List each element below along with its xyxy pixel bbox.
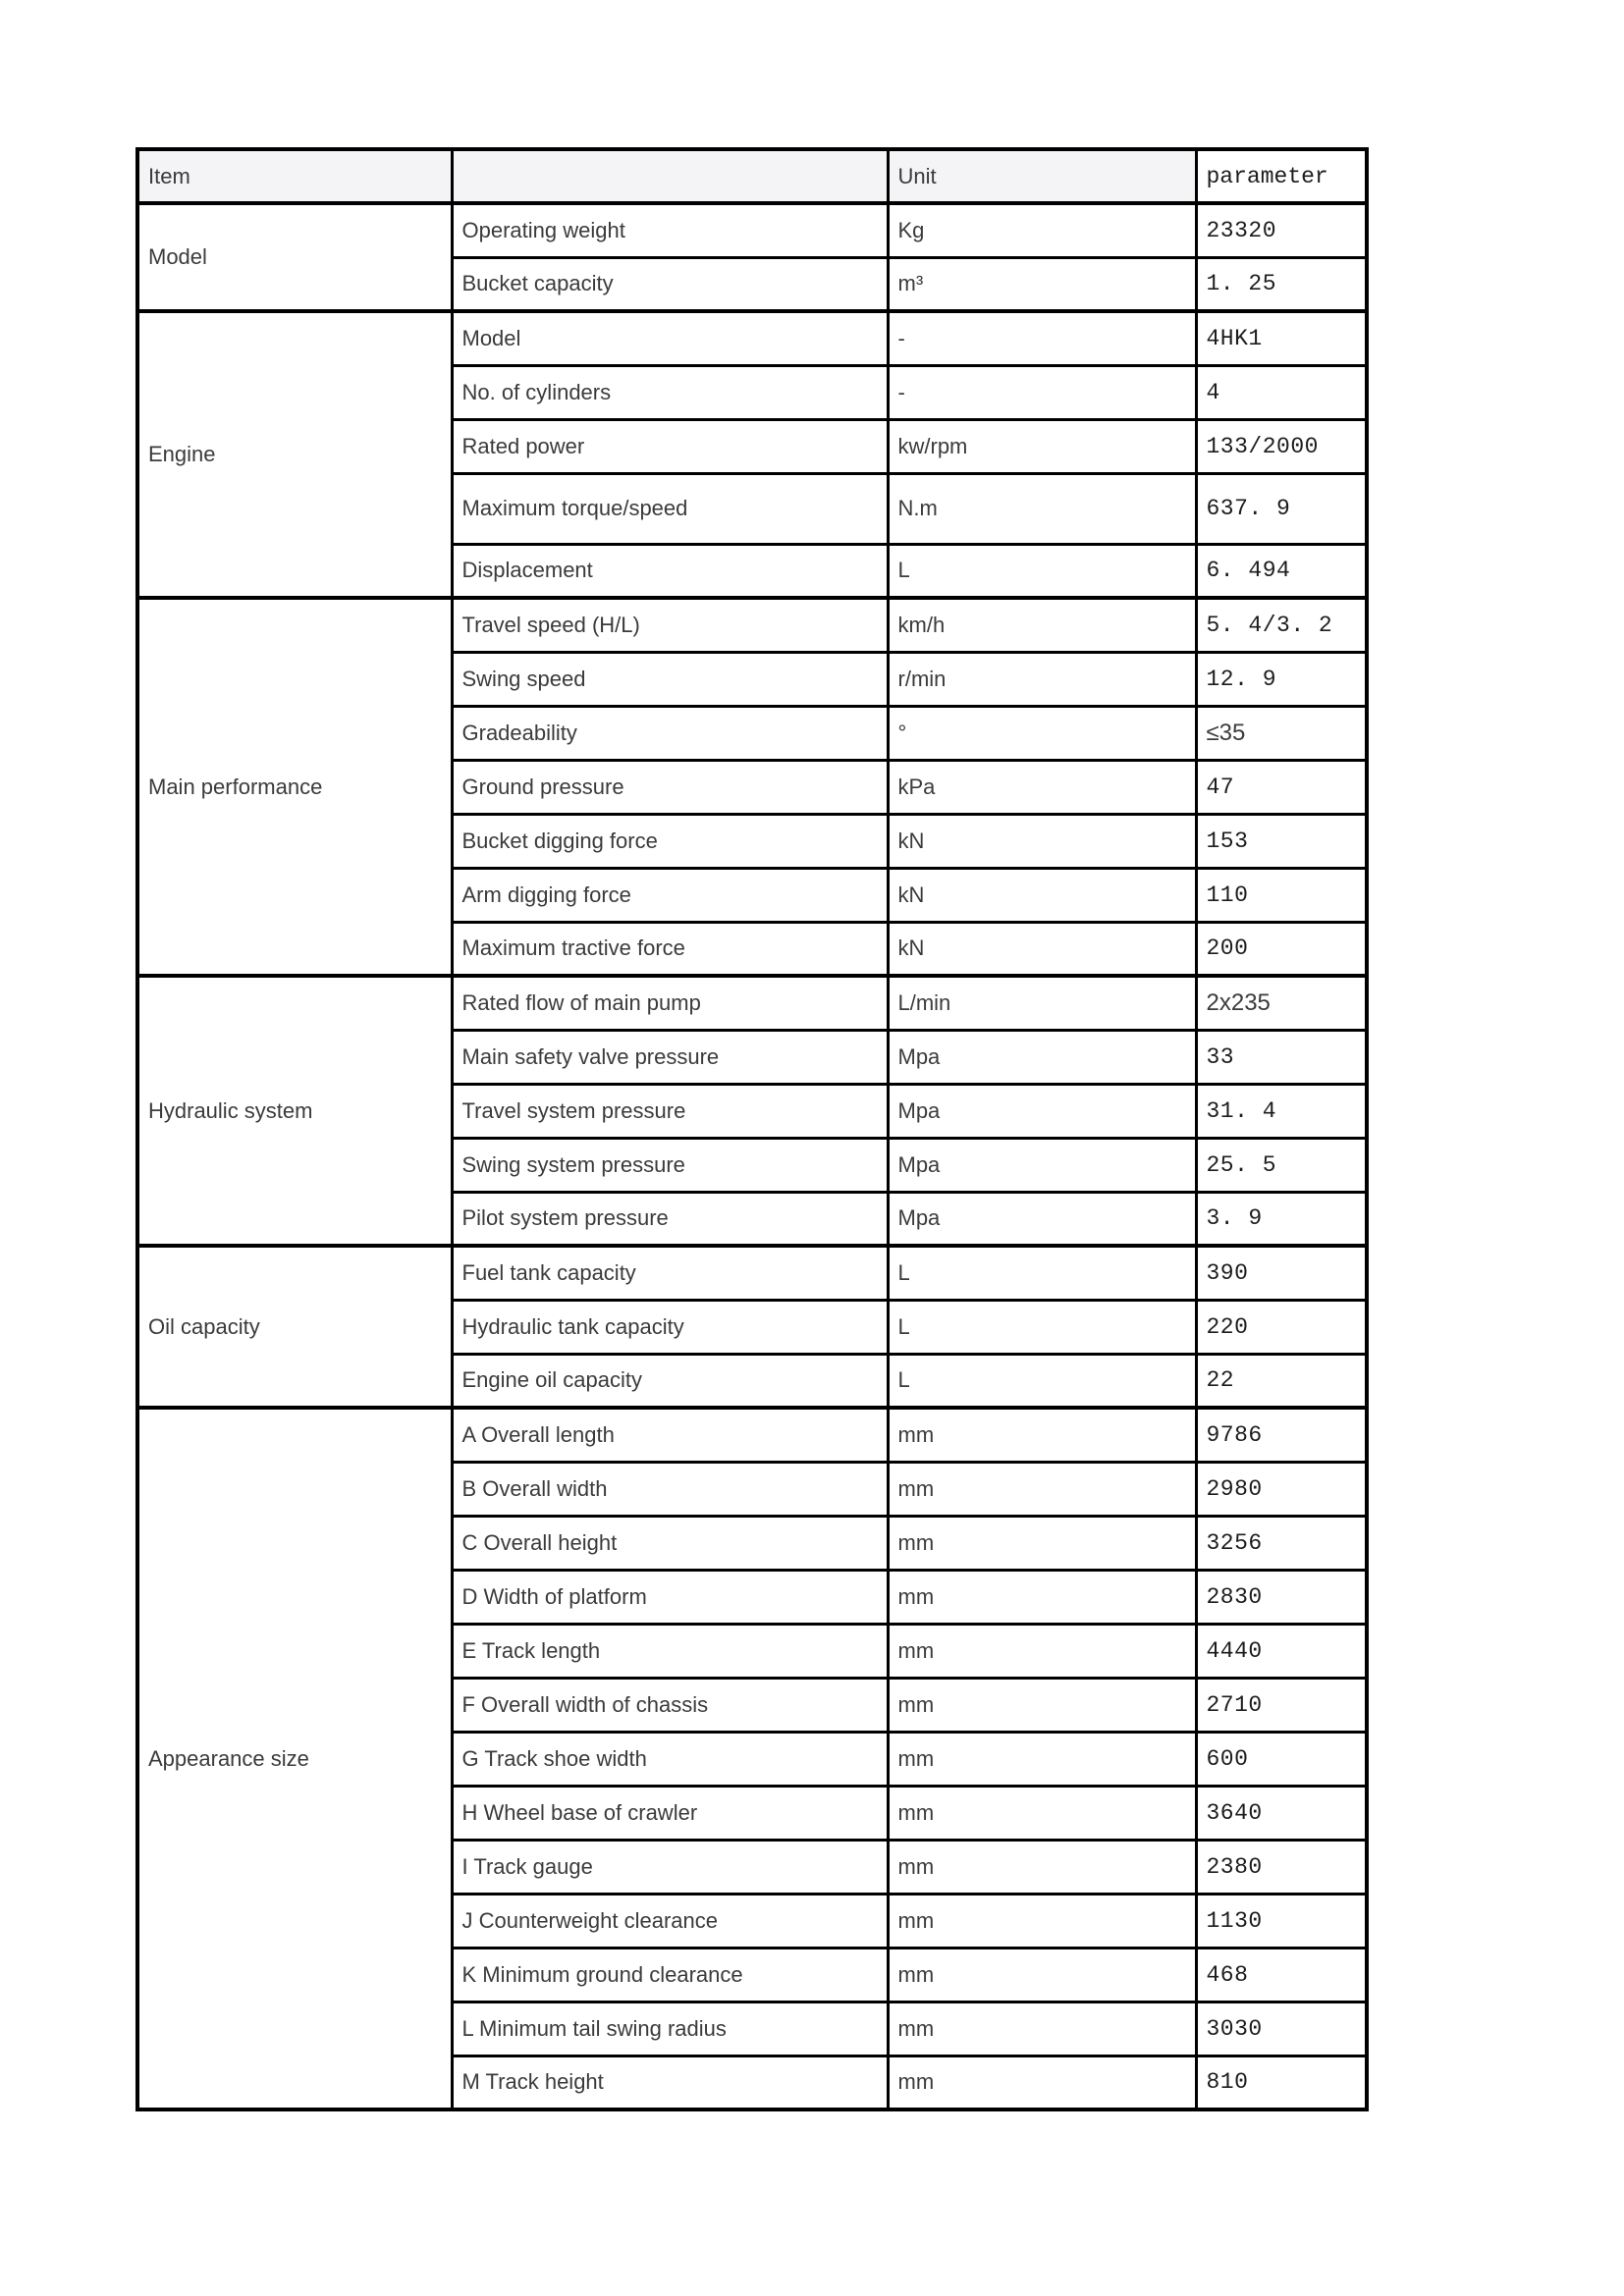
spec-unit: mm (888, 1732, 1196, 1786)
spec-value: 3030 (1196, 2002, 1367, 2056)
spec-value: 637. 9 (1196, 473, 1367, 544)
spec-value: 3256 (1196, 1516, 1367, 1570)
spec-unit: mm (888, 1678, 1196, 1732)
spec-unit: ° (888, 706, 1196, 760)
spec-value: 4440 (1196, 1624, 1367, 1678)
spec-unit: Mpa (888, 1030, 1196, 1084)
spec-value: 47 (1196, 760, 1367, 814)
spec-label: Ground pressure (452, 760, 888, 814)
spec-unit: mm (888, 2056, 1196, 2109)
category-cell: Model (137, 203, 452, 311)
spec-label: D Width of platform (452, 1570, 888, 1624)
spec-label: Displacement (452, 544, 888, 598)
spec-value: 2980 (1196, 1462, 1367, 1516)
spec-label: Bucket capacity (452, 257, 888, 311)
spec-unit: mm (888, 2002, 1196, 2056)
spec-unit: mm (888, 1786, 1196, 1840)
spec-value: 31. 4 (1196, 1084, 1367, 1138)
spec-unit: Kg (888, 203, 1196, 257)
spec-label: Main safety valve pressure (452, 1030, 888, 1084)
spec-value: 220 (1196, 1300, 1367, 1354)
spec-unit: N.m (888, 473, 1196, 544)
spec-unit: mm (888, 1624, 1196, 1678)
spec-label: B Overall width (452, 1462, 888, 1516)
header-unit: Unit (888, 149, 1196, 203)
spec-value: 468 (1196, 1948, 1367, 2002)
spec-value: 390 (1196, 1246, 1367, 1300)
spec-label: M Track height (452, 2056, 888, 2109)
spec-value: 9786 (1196, 1408, 1367, 1462)
spec-label: Bucket digging force (452, 814, 888, 868)
spec-value: 6. 494 (1196, 544, 1367, 598)
spec-unit: kN (888, 868, 1196, 922)
spec-unit: Mpa (888, 1192, 1196, 1246)
spec-value: ≤35 (1196, 706, 1367, 760)
spec-unit: r/min (888, 652, 1196, 706)
spec-label: No. of cylinders (452, 365, 888, 419)
spec-value: 5. 4/3. 2 (1196, 598, 1367, 652)
spec-value: 1130 (1196, 1894, 1367, 1948)
spec-value: 600 (1196, 1732, 1367, 1786)
spec-sheet (135, 147, 1369, 2111)
spec-value: 200 (1196, 922, 1367, 976)
header-empty (452, 149, 888, 203)
spec-unit: mm (888, 1894, 1196, 1948)
spec-unit: kw/rpm (888, 419, 1196, 473)
spec-label: Operating weight (452, 203, 888, 257)
spec-label: C Overall height (452, 1516, 888, 1570)
spec-unit: Mpa (888, 1084, 1196, 1138)
spec-label: Fuel tank capacity (452, 1246, 888, 1300)
spec-label: Rated flow of main pump (452, 976, 888, 1030)
spec-value: 4HK1 (1196, 311, 1367, 365)
spec-unit: Mpa (888, 1138, 1196, 1192)
table-row (137, 1408, 1367, 1462)
spec-unit: - (888, 311, 1196, 365)
spec-unit: km/h (888, 598, 1196, 652)
spec-label: Maximum tractive force (452, 922, 888, 976)
spec-value: 2710 (1196, 1678, 1367, 1732)
spec-value: 2x235 (1196, 976, 1367, 1030)
spec-unit: - (888, 365, 1196, 419)
spec-label: Swing speed (452, 652, 888, 706)
spec-unit: kN (888, 922, 1196, 976)
table-row (137, 1246, 1367, 1300)
category-cell: Hydraulic system (137, 976, 452, 1246)
table-row (137, 311, 1367, 365)
spec-label: Maximum torque/speed (452, 473, 888, 544)
spec-value: 25. 5 (1196, 1138, 1367, 1192)
spec-unit: L (888, 1354, 1196, 1408)
spec-value: 23320 (1196, 203, 1367, 257)
header-item: Item (137, 149, 452, 203)
header-parameter: parameter (1196, 149, 1367, 203)
table-row (137, 976, 1367, 1030)
spec-value: 110 (1196, 868, 1367, 922)
spec-label: Rated power (452, 419, 888, 473)
spec-label: J Counterweight clearance (452, 1894, 888, 1948)
spec-label: L Minimum tail swing radius (452, 2002, 888, 2056)
spec-unit: L/min (888, 976, 1196, 1030)
spec-label: A Overall length (452, 1408, 888, 1462)
spec-unit: m³ (888, 257, 1196, 311)
spec-value: 4 (1196, 365, 1367, 419)
spec-label: Model (452, 311, 888, 365)
spec-unit: mm (888, 1948, 1196, 2002)
spec-unit: mm (888, 1570, 1196, 1624)
spec-label: K Minimum ground clearance (452, 1948, 888, 2002)
table-row (137, 598, 1367, 652)
spec-label: F Overall width of chassis (452, 1678, 888, 1732)
spec-label: H Wheel base of crawler (452, 1786, 888, 1840)
spec-unit: L (888, 1300, 1196, 1354)
spec-table (135, 147, 1369, 2111)
spec-unit: kPa (888, 760, 1196, 814)
spec-unit: kN (888, 814, 1196, 868)
spec-label: G Track shoe width (452, 1732, 888, 1786)
spec-value: 153 (1196, 814, 1367, 868)
spec-label: Pilot system pressure (452, 1192, 888, 1246)
spec-label: Hydraulic tank capacity (452, 1300, 888, 1354)
spec-value: 2380 (1196, 1840, 1367, 1894)
spec-value: 133/2000 (1196, 419, 1367, 473)
spec-label: Gradeability (452, 706, 888, 760)
category-cell: Engine (137, 311, 452, 598)
spec-value: 33 (1196, 1030, 1367, 1084)
category-cell: Appearance size (137, 1408, 452, 2109)
category-cell: Oil capacity (137, 1246, 452, 1408)
spec-label: Arm digging force (452, 868, 888, 922)
header-row (137, 149, 1367, 203)
spec-label: I Track gauge (452, 1840, 888, 1894)
spec-label: Travel speed (H/L) (452, 598, 888, 652)
spec-label: E Track length (452, 1624, 888, 1678)
spec-label: Swing system pressure (452, 1138, 888, 1192)
spec-value: 810 (1196, 2056, 1367, 2109)
spec-value: 22 (1196, 1354, 1367, 1408)
spec-value: 2830 (1196, 1570, 1367, 1624)
category-cell: Main performance (137, 598, 452, 976)
spec-unit: L (888, 1246, 1196, 1300)
spec-unit: mm (888, 1840, 1196, 1894)
spec-unit: mm (888, 1516, 1196, 1570)
spec-value: 12. 9 (1196, 652, 1367, 706)
spec-value: 3640 (1196, 1786, 1367, 1840)
table-row (137, 203, 1367, 257)
spec-unit: mm (888, 1408, 1196, 1462)
spec-label: Engine oil capacity (452, 1354, 888, 1408)
spec-value: 3. 9 (1196, 1192, 1367, 1246)
spec-unit: L (888, 544, 1196, 598)
spec-label: Travel system pressure (452, 1084, 888, 1138)
spec-unit: mm (888, 1462, 1196, 1516)
spec-value: 1. 25 (1196, 257, 1367, 311)
